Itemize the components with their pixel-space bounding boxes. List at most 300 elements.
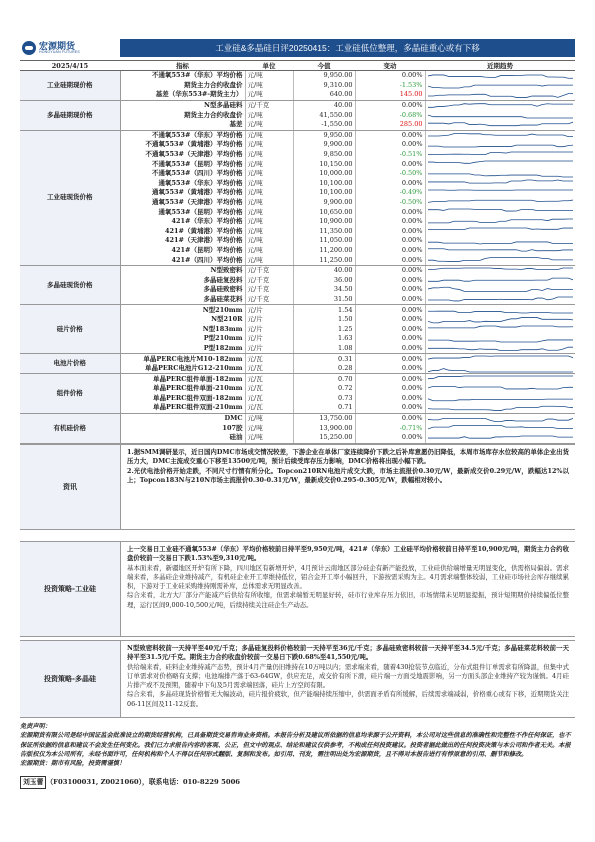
indicator-cell: 单晶PERC组件单面-210mm	[120, 384, 245, 394]
unit-cell: 元/吨	[245, 413, 293, 423]
trend-sparkline	[428, 355, 574, 363]
indicator-cell: 单晶PERC组件单面-182mm	[120, 374, 245, 384]
trend-sparkline	[428, 385, 574, 393]
trend-line	[428, 287, 574, 291]
value-cell: 10,100.00	[293, 179, 355, 189]
unit-cell: 元/瓦	[245, 354, 293, 364]
indicator-cell: 基差（华东553#-期货主力）	[120, 90, 245, 100]
trend-cell	[425, 246, 575, 256]
value-cell: 11,050.00	[293, 236, 355, 246]
value-cell: 1.63	[293, 334, 355, 344]
unit-cell: 元/吨	[245, 169, 293, 179]
trend-sparkline	[428, 199, 574, 207]
unit-cell: 元/吨	[245, 130, 293, 140]
indicator-cell: N型210mm	[120, 305, 245, 315]
trend-line	[428, 426, 574, 430]
trend-line	[428, 200, 574, 202]
trend-cell	[425, 305, 575, 315]
value-cell: 10,650.00	[293, 207, 355, 217]
unit-cell: 元/片	[245, 315, 293, 325]
analyst-footer	[20, 776, 320, 787]
report-title: 工业硅&多晶硅日评20250415：工业硅低位整理，多晶硅重心或有下移	[120, 39, 575, 57]
trend-line	[428, 399, 574, 401]
trend-sparkline	[428, 246, 574, 254]
trend-cell	[425, 344, 575, 354]
value-cell: 11,200.00	[293, 246, 355, 256]
table-row	[20, 265, 575, 275]
table-row	[20, 354, 575, 364]
trend-sparkline	[428, 227, 574, 235]
value-cell: 1.50	[293, 315, 355, 325]
change-cell: -0.68%	[355, 110, 425, 120]
trend-sparkline	[428, 316, 574, 324]
indicator-cell: N型致密料	[120, 265, 245, 275]
trend-cell	[425, 413, 575, 423]
unit-cell: 元/千克	[245, 295, 293, 305]
indicator-cell: 多晶硅复投料	[120, 275, 245, 285]
unit-cell: 元/片	[245, 324, 293, 334]
change-cell: 0.00%	[355, 433, 425, 443]
indicator-cell: 不通氧553#（天津港）平均价格	[120, 150, 245, 160]
trend-sparkline	[428, 335, 574, 343]
category-cell: 硅片价格	[20, 305, 120, 354]
price-table	[20, 60, 575, 444]
logo-icon	[22, 41, 36, 55]
indicator-cell: 不通氧553#（华东）平均价格	[120, 71, 245, 81]
trend-sparkline	[428, 170, 574, 178]
change-cell: 0.00%	[355, 344, 425, 354]
trend-line	[428, 103, 574, 107]
value-cell: 1.08	[293, 344, 355, 354]
trend-cell	[425, 433, 575, 443]
value-cell: 11,250.00	[293, 255, 355, 265]
indicator-cell: 通氧553#（天津港）平均价格	[120, 198, 245, 208]
unit-cell: 元/吨	[245, 90, 293, 100]
table-row	[20, 374, 575, 384]
category-cell: 工业硅现货价格	[20, 130, 120, 265]
strategy-si-body	[121, 542, 575, 636]
trend-sparkline	[428, 72, 574, 80]
disclaimer-title: 免责声明：	[20, 723, 51, 730]
trend-cell	[425, 188, 575, 198]
trend-sparkline	[428, 434, 574, 442]
trend-line	[428, 406, 574, 410]
trend-line	[428, 348, 574, 351]
column-header-unit: 单位	[245, 61, 293, 71]
indicator-cell: P型182mm	[120, 344, 245, 354]
unit-cell: 元/千克	[245, 285, 293, 295]
indicator-cell: N型多晶硅料	[120, 100, 245, 110]
unit-cell: 元/片	[245, 305, 293, 315]
trend-sparkline	[428, 415, 574, 423]
logo-name: 宏源期货	[39, 41, 76, 51]
trend-sparkline	[428, 111, 574, 119]
unit-cell: 元/千克	[245, 265, 293, 275]
category-cell: 工业硅期现价格	[20, 71, 120, 101]
strategy-si-section	[20, 541, 575, 637]
trend-line	[428, 317, 574, 322]
column-header-date: 2025/4/15	[20, 61, 120, 71]
trend-line	[428, 258, 574, 262]
unit-cell: 元/吨	[245, 217, 293, 227]
news-body	[121, 445, 575, 529]
change-cell: 145.00	[355, 90, 425, 100]
trend-cell	[425, 150, 575, 160]
trend-line	[428, 278, 574, 281]
trend-sparkline	[428, 151, 574, 159]
indicator-cell: 421#（黄埔港）平均价格	[120, 227, 245, 237]
change-cell: 0.00%	[355, 140, 425, 150]
table-row	[20, 100, 575, 110]
trend-cell	[425, 130, 575, 140]
trend-sparkline	[428, 286, 574, 294]
unit-cell: 元/吨	[245, 179, 293, 189]
change-cell: -0.50%	[355, 169, 425, 179]
unit-cell: 元/片	[245, 334, 293, 344]
unit-cell: 元/吨	[245, 236, 293, 246]
unit-cell: 元/瓦	[245, 364, 293, 374]
disclaimer-closing: 宏源期货：期市有风险，投资需谨慎！	[20, 760, 126, 768]
trend-line	[428, 268, 574, 270]
value-cell: 10,150.00	[293, 159, 355, 169]
trend-cell	[425, 120, 575, 130]
change-cell: 0.00%	[355, 265, 425, 275]
trend-line	[428, 152, 574, 155]
unit-cell: 元/吨	[245, 246, 293, 256]
category-cell: 电池片价格	[20, 354, 120, 374]
indicator-cell: 期货主力合约收盘价	[120, 110, 245, 120]
unit-cell: 元/吨	[245, 120, 293, 130]
indicator-cell: 107胶	[120, 423, 245, 433]
trend-cell	[425, 285, 575, 295]
trend-cell	[425, 169, 575, 179]
category-cell: 多晶硅期现价格	[20, 100, 120, 130]
trend-sparkline	[428, 102, 574, 110]
trend-sparkline	[428, 256, 574, 264]
value-cell: 11,350.00	[293, 227, 355, 237]
strategy-si-label: 投资策略-工业硅	[20, 542, 121, 636]
indicator-cell: 多晶硅致密料	[120, 285, 245, 295]
trend-cell	[425, 324, 575, 334]
strategy-si-paragraph: 基本面来看，新疆地区开炉有所下降，四川地区有新增开炉，4月预计云南地区部分硅企有新产能投放，工业硅供给端增量无明显变化，供需格局偏弱。需求端来看，多晶硅企业维持减产，有机硅企业开工率维持低位，铝合金开工率小幅回升，下游按需采购为主。4月需求端整体较弱，工业硅市场社会库存继续累积，下游对于工业硅采购维持刚需补库，总体需求无明显改善。	[127, 563, 569, 591]
trend-cell	[425, 90, 575, 100]
trend-cell	[425, 334, 575, 344]
trend-cell	[425, 275, 575, 285]
trend-line	[428, 249, 574, 251]
indicator-cell: 单晶PERC组件双面-182mm	[120, 394, 245, 404]
value-cell: 31.50	[293, 295, 355, 305]
logo-subtitle: HONGYUAN FUTURES	[39, 50, 80, 54]
change-cell: 0.00%	[355, 255, 425, 265]
table-row	[20, 71, 575, 81]
strategy-si-paragraph: 上一交易日工业硅不通氧553#（华东）平均价格较前日持平至9,950元/吨，421#（华东）工业硅平均价格较前日持平至10,900元/吨，期货主力合约收盘价较前一交易日下跌1.53%至9,310元/吨。	[127, 545, 569, 563]
value-cell: 9,850.00	[293, 150, 355, 160]
value-cell: -1,550.00	[293, 120, 355, 130]
trend-line	[428, 386, 574, 389]
trend-sparkline	[428, 131, 574, 139]
analyst-license: （F03100031, Z0021060）	[46, 778, 143, 786]
unit-cell: 元/吨	[245, 159, 293, 169]
news-paragraph: 2.光伏电池价格开始走跌，不同尺寸行情有所分化。Topcon210RN电池片成交大跌，市场主流报价0.30元/W，最新成交价0.29元/W，跌幅达12%以上；Topcon183N与210N市场主流报价0.30-0.31元/W，最新成交价0.295-0.305元/W，跌幅相对较小。	[127, 466, 569, 484]
indicator-cell: DMC	[120, 413, 245, 423]
trend-sparkline	[428, 160, 574, 168]
trend-sparkline	[428, 179, 574, 187]
trend-line	[428, 311, 574, 313]
change-cell: 0.00%	[355, 130, 425, 140]
trend-sparkline	[428, 295, 574, 303]
trend-sparkline	[428, 325, 574, 333]
value-cell: 9,900.00	[293, 198, 355, 208]
change-cell: 0.00%	[355, 275, 425, 285]
trend-cell	[425, 81, 575, 91]
column-header-trend: 近期趋势	[425, 61, 575, 71]
indicator-cell: 421#（四川）平均价格	[120, 255, 245, 265]
change-cell: 0.00%	[355, 179, 425, 189]
trend-line	[428, 94, 574, 98]
indicator-cell: 期货主力合约收盘价	[120, 81, 245, 91]
trend-sparkline	[428, 208, 574, 216]
value-cell: 0.73	[293, 394, 355, 404]
indicator-cell: 不通氧553#（华东）平均价格	[120, 130, 245, 140]
trend-sparkline	[428, 375, 574, 383]
change-cell: 0.00%	[355, 324, 425, 334]
trend-line	[428, 242, 574, 244]
table-header-row	[20, 61, 575, 71]
trend-cell	[425, 295, 575, 305]
strategy-si-paragraph: 综合来看，北方大厂部分产能减产后供给有所收缩，但需求端暂无明显好转，硅市行业库存压力依旧，市场情绪未见明显提振，预计短期期价持续偏低位整理，运行区间9,000-10,500元/吨，后续持续关注硅企生产动态。	[127, 591, 569, 609]
analyst-phone: ，联系电话：010-8229 5006	[142, 778, 241, 786]
unit-cell: 元/瓦	[245, 394, 293, 404]
trend-sparkline	[428, 404, 574, 412]
table-row	[20, 413, 575, 423]
change-cell: 0.00%	[355, 403, 425, 413]
change-cell: -0.49%	[355, 188, 425, 198]
analyst-name: 刘玉蕾	[20, 776, 46, 789]
trend-line	[428, 174, 574, 177]
change-cell: 0.00%	[355, 207, 425, 217]
disclaimer-text: 宏源期货有限公司是经中国证监会批准设立的期货经营机构，已具备期货交易咨询业务资格。本报告分析及建议所依据的信息均来源于公开资料，本公司对这些信息的准确性和完整性不作任何保证，也不保证所依据的信息和建议不会发生任何变化。我们已力求报告内容的客观、公正，但文中的观点、结论和建议仅供参考，不构成任何投资建议。投资者据此做出的任何投资决策与本公司和作者无关。本报告版权仅为本公司所有，未经书面许可，任何机构和个人不得以任何形式翻版、复制和发布。如引用、刊发，需注明出处为宏源期货，且不得对本报告进行有悖原意的引用、删节和修改。	[20, 732, 571, 758]
trend-cell	[425, 179, 575, 189]
value-cell: 640.00	[293, 90, 355, 100]
change-cell: 0.00%	[355, 384, 425, 394]
unit-cell: 元/吨	[245, 140, 293, 150]
indicator-cell: 不通氧553#（昆明）平均价格	[120, 159, 245, 169]
unit-cell: 元/吨	[245, 423, 293, 433]
column-header-indicator: 指标	[120, 61, 245, 71]
unit-cell: 元/千克	[245, 100, 293, 110]
trend-sparkline	[428, 81, 574, 89]
indicator-cell: 不通氧553#（黄埔港）平均价格	[120, 140, 245, 150]
trend-sparkline	[428, 189, 574, 197]
trend-line	[428, 356, 574, 359]
change-cell: 0.00%	[355, 394, 425, 404]
unit-cell: 元/瓦	[245, 403, 293, 413]
unit-cell: 元/吨	[245, 207, 293, 217]
news-section	[20, 444, 575, 530]
trend-line	[428, 85, 574, 88]
trend-line	[428, 326, 574, 328]
indicator-cell: 通氧553#（黄埔港）平均价格	[120, 188, 245, 198]
change-cell: -0.71%	[355, 423, 425, 433]
change-cell: 0.00%	[355, 374, 425, 384]
change-cell: 0.00%	[355, 246, 425, 256]
trend-line	[428, 436, 574, 438]
trend-line	[428, 228, 574, 229]
column-header-change: 变动	[355, 61, 425, 71]
change-cell: 0.00%	[355, 100, 425, 110]
unit-cell: 元/吨	[245, 188, 293, 198]
change-cell: 0.00%	[355, 295, 425, 305]
change-cell: 0.00%	[355, 315, 425, 325]
unit-cell: 元/吨	[245, 198, 293, 208]
value-cell: 1.25	[293, 324, 355, 334]
indicator-cell: 基差	[120, 120, 245, 130]
trend-line	[428, 209, 574, 211]
value-cell: 0.71	[293, 403, 355, 413]
change-cell: 0.00%	[355, 227, 425, 237]
value-cell: 13,900.00	[293, 423, 355, 433]
category-cell: 多晶硅现货价格	[20, 265, 120, 304]
trend-sparkline	[428, 121, 574, 129]
trend-sparkline	[428, 424, 574, 432]
trend-line	[428, 161, 574, 163]
value-cell: 0.70	[293, 374, 355, 384]
strategy-poly-body	[121, 641, 575, 717]
value-cell: 34.50	[293, 285, 355, 295]
news-paragraph: 1.据SMM调研显示，近日国内DMC市场成交情况较差，下游企业在单体厂家连续降价下跌之后补库意愿仍旧降低，本周市场库存水位较高的单体企业出货压力大，DMC主流成交重心下移至13500元/吨，预计后续受库存压力影响，DMC价格将出现小幅下跌。	[127, 448, 569, 466]
trend-cell	[425, 403, 575, 413]
unit-cell: 元/片	[245, 344, 293, 354]
trend-line	[428, 115, 574, 118]
trend-cell	[425, 354, 575, 364]
value-cell: 40.00	[293, 265, 355, 275]
value-cell: 10,000.00	[293, 169, 355, 179]
change-cell: -1.53%	[355, 81, 425, 91]
value-cell: 1.54	[293, 305, 355, 315]
trend-sparkline	[428, 306, 574, 314]
trend-sparkline	[428, 141, 574, 149]
indicator-cell: 421#（天津港）平均价格	[120, 236, 245, 246]
indicator-cell: 单晶PERC电池片G12-210mm	[120, 364, 245, 374]
indicator-cell: 单晶PERC电池片M10-182mm	[120, 354, 245, 364]
trend-cell	[425, 374, 575, 384]
trend-cell	[425, 423, 575, 433]
unit-cell: 元/千克	[245, 275, 293, 285]
indicator-cell: 421#（昆明）平均价格	[120, 246, 245, 256]
value-cell: 9,950.00	[293, 130, 355, 140]
trend-line	[428, 418, 574, 421]
trend-line	[428, 297, 574, 301]
indicator-cell: 通氧553#（昆明）平均价格	[120, 207, 245, 217]
value-cell: 9,310.00	[293, 81, 355, 91]
trend-sparkline	[428, 394, 574, 402]
value-cell: 9,950.00	[293, 71, 355, 81]
company-logo	[22, 39, 96, 57]
change-cell: 0.00%	[355, 334, 425, 344]
trend-line	[428, 75, 574, 78]
trend-cell	[425, 394, 575, 404]
change-cell: 0.00%	[355, 71, 425, 81]
strategy-poly-paragraph: N型致密料较前一天持平至40元/千克；多晶硅复投料价格较前一天持平至36元/千克；多晶硅致密料较前一天持平至34.5元/千克；多晶硅菜花料较前一天持平至31.5元/千克。期货主力合约收盘价较前一交易日下跌0.68%至41,550元/吨。	[127, 644, 569, 662]
trend-cell	[425, 207, 575, 217]
trend-sparkline	[428, 237, 574, 245]
trend-cell	[425, 110, 575, 120]
value-cell: 10,900.00	[293, 217, 355, 227]
indicator-cell: 通氧553#（华东）平均价格	[120, 179, 245, 189]
trend-cell	[425, 227, 575, 237]
trend-sparkline	[428, 218, 574, 226]
trend-line	[428, 145, 574, 147]
indicator-cell: 多晶硅菜花料	[120, 295, 245, 305]
unit-cell: 元/吨	[245, 110, 293, 120]
indicator-cell: 不通氧553#（四川）平均价格	[120, 169, 245, 179]
value-cell: 0.31	[293, 354, 355, 364]
change-cell: 0.00%	[355, 285, 425, 295]
trend-cell	[425, 255, 575, 265]
column-header-value: 今值	[293, 61, 355, 71]
trend-line	[428, 180, 574, 183]
unit-cell: 元/吨	[245, 81, 293, 91]
trend-cell	[425, 198, 575, 208]
unit-cell: 元/吨	[245, 71, 293, 81]
news-label: 资讯	[20, 445, 121, 529]
trend-line	[428, 376, 574, 379]
report-header	[20, 37, 575, 59]
value-cell: 15,250.00	[293, 433, 355, 443]
value-cell: 40.00	[293, 100, 355, 110]
trend-sparkline	[428, 365, 574, 373]
change-cell: 0.00%	[355, 159, 425, 169]
unit-cell: 元/吨	[245, 255, 293, 265]
table-row	[20, 305, 575, 315]
unit-cell: 元/吨	[245, 150, 293, 160]
indicator-cell: N型183mm	[120, 324, 245, 334]
unit-cell: 元/吨	[245, 433, 293, 443]
change-cell: 0.00%	[355, 217, 425, 227]
trend-sparkline	[428, 276, 574, 284]
indicator-cell: 硅油	[120, 433, 245, 443]
value-cell: 41,550.00	[293, 110, 355, 120]
category-cell: 有机硅价格	[20, 413, 120, 443]
trend-cell	[425, 236, 575, 246]
trend-cell	[425, 71, 575, 81]
value-cell: 13,750.00	[293, 413, 355, 423]
change-cell: 0.00%	[355, 236, 425, 246]
trend-line	[428, 340, 574, 342]
value-cell: 0.72	[293, 384, 355, 394]
indicator-cell: N型210R	[120, 315, 245, 325]
trend-cell	[425, 159, 575, 169]
indicator-cell: 单晶PERC组件双面-210mm	[120, 403, 245, 413]
change-cell: 0.00%	[355, 305, 425, 315]
trend-line	[428, 122, 574, 126]
change-cell: -0.51%	[355, 150, 425, 160]
unit-cell: 元/瓦	[245, 384, 293, 394]
trend-line	[428, 219, 574, 223]
trend-cell	[425, 315, 575, 325]
trend-cell	[425, 265, 575, 275]
change-cell: 0.00%	[355, 413, 425, 423]
trend-line	[428, 134, 574, 137]
trend-cell	[425, 364, 575, 374]
trend-cell	[425, 384, 575, 394]
value-cell: 9,900.00	[293, 140, 355, 150]
strategy-poly-paragraph: 综合来看，多晶硅现货价格暂无大幅波动，硅片报价疲软，但产能端持续压缩中，供需面矛盾有所缓解，后续需求端减弱，价格重心或有下移，近期期货关注06-11区间及11-12反套。	[127, 690, 569, 708]
value-cell: 36.00	[293, 275, 355, 285]
strategy-poly-label: 投资策略-多晶硅	[20, 641, 121, 717]
trend-cell	[425, 100, 575, 110]
change-cell: 285.00	[355, 120, 425, 130]
